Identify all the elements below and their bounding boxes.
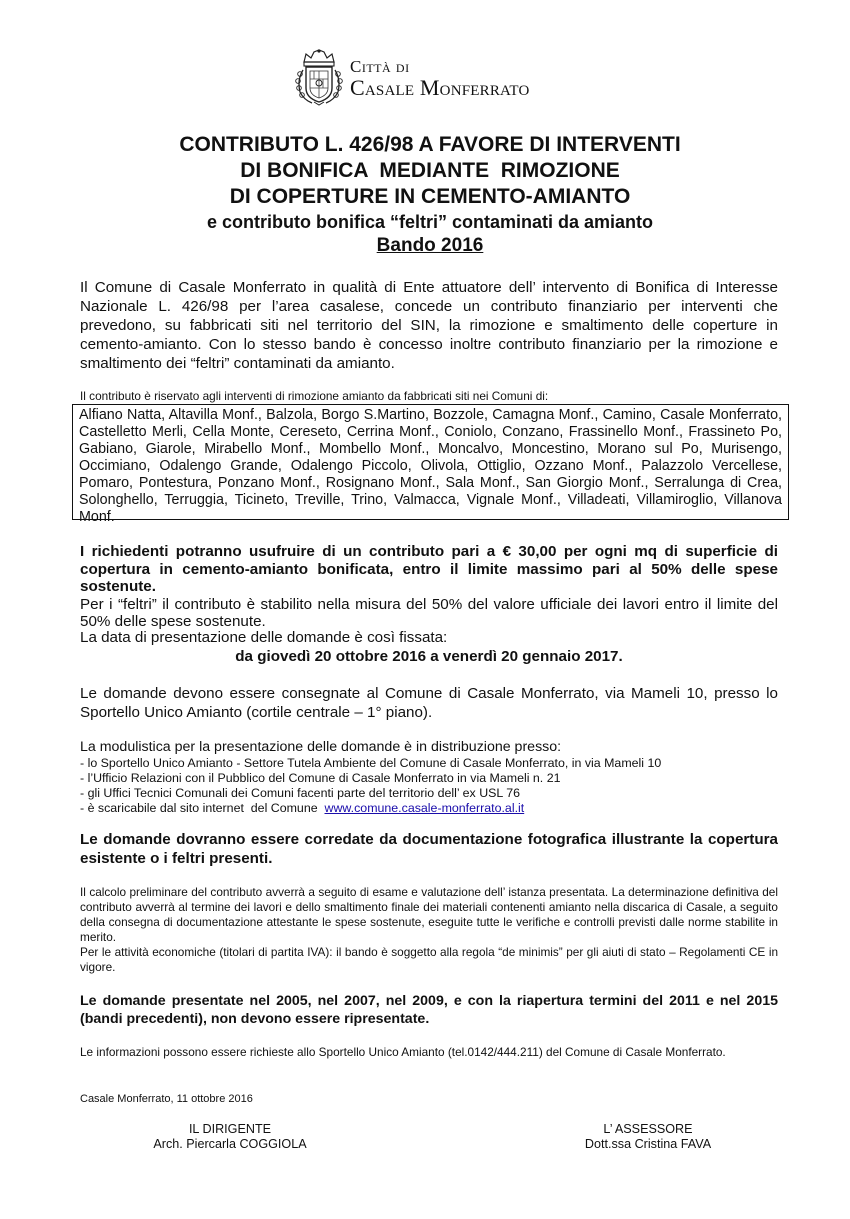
assessore-role: L’ ASSESSORE [603,1122,693,1136]
de-minimis-paragraph: Per le attività economiche (titolari di partita IVA): il bando è soggetto alla regola “de minimis” per gli aiuti di stato – Regolamenti CE in vigore. [80,945,778,974]
website-link[interactable]: www.comune.casale-monferrato.al.it [324,800,525,815]
date-section [80,628,778,666]
city-logo [292,48,582,106]
title-line-3: DI COPERTURE IN CEMENTO-AMIANTO [229,185,631,208]
modulistica-item: - l’Ufficio Relazioni con il Pubblico del Comune di Casale Monferrato in via Mameli n. 21 [80,770,561,785]
precedenti-paragraph: Le domande presentate nel 2005, nel 2007, nel 2009, e con la riapertura termini del 2011 e nel 2015 (bandi precedenti), non devono essere ripresentate. [80,993,778,1027]
logo-line-1: Città di [350,57,410,76]
date-label: La data di presentazione delle domande è così fissata: [80,629,448,646]
dirigente-role: IL DIRIGENTE [188,1122,272,1136]
logo-line-2: Casale Monferrato [350,75,530,100]
signature-dirigente [120,1122,340,1152]
city-name [350,58,530,99]
consegna-paragraph: Le domande devono essere consegnate al Comune di Casale Monferrato, via Mameli 10, presso lo Sportello Unico Amianto (cortile centrale – 1° piano). [80,685,778,721]
modulistica-item: - gli Uffici Tecnici Comunali dei Comuni facenti parte del territorio dell’ ex USL 76 [80,785,521,800]
municipal-crest-icon [292,48,346,106]
assessore-name: Dott.ssa Cristina FAVA [584,1137,712,1151]
title-line-1: CONTRIBUTO L. 426/98 A FAVORE DI INTERVENTI [179,133,681,156]
title-line-2: DI BONIFICA MEDIANTE RIMOZIONE [240,159,620,182]
bando-year: Bando 2016 [376,235,484,256]
web-prefix: - è scaricabile dal sito internet del Comune [80,800,325,815]
signature-assessore [548,1122,748,1152]
intro-paragraph: Il Comune di Casale Monferrato in qualità di Ente attuatore dell’ intervento di Bonifica di Interesse Nazionale L. 426/98 per l’area casalese, concede un contributo finanziario per interventi che prevedono, su fabbricati siti nel territorio del SIN, la rimozione e smaltimento delle coperture in cemento-amianto. Con lo stesso bando è concesso inoltre contributo finanziario per la rimozione e smaltimento dei “feltri” contaminati da amianto. [80,279,778,372]
date-range: da giovedì 20 ottobre 2016 a venerdì 20 gennaio 2017. [235,648,623,665]
contributo-section [80,543,778,631]
comuni-list-box: Alfiano Natta, Altavilla Monf., Balzola, Borgo S.Martino, Bozzole, Camagna Monf., Camino, Casale Monferrato, Castelletto Merli, Cella Monte, Cereseto, Cerrina Monf., Coniolo, Conzano, Frassinello Monf., Frassineto Po, Gabiano, Giarole, Mirabello Monf., Mombello Monf., Moncalvo, Moncestino, Morano sul Po, Murisengo, Occimiano, Odalengo Grande, Odalengo Piccolo, Olivola, Ottiglio, Ozzano Monf., Palazzolo Vercellese, Pomaro, Pontestura, Ponzano Monf., Rosignano Monf., Sala Monf., San Giorgio Monf., Serralunga di Crea, Solonghello, Terruggia, Ticineto, Treville, Trino, Valmacca, Vignale Monf., Villadeati, Villamiroglio, Villanova Monf. [72,404,789,520]
comuni-label: Il contributo è riservato agli interventi di rimozione amianto da fabbricati siti nei Comuni di: [80,389,549,403]
calcolo-section [80,885,778,975]
title-subtitle: e contributo bonifica “feltri” contaminati da amianto [206,212,654,232]
modulistica-item-web [80,801,778,816]
contributo-amount: I richiedenti potranno usufruire di un contributo pari a € 30,00 per ogni mq di superficie di copertura in cemento-amianto bonificata, entro il limite massimo pari al 50% delle spese sostenute. [80,543,778,595]
contributo-feltri: Per i “feltri” il contributo è stabilito nella misura del 50% del valore ufficiale dei lavori entro il limite del 50% delle spese sostenute. [80,595,778,630]
documentazione-paragraph: Le domande dovranno essere corredate da documentazione fotografica illustrante la copertura esistente o i feltri presenti. [80,831,778,867]
modulistica-section [80,740,778,816]
informazioni-paragraph: Le informazioni possono essere richieste allo Sportello Unico Amianto (tel.0142/444.211) del Comune di Casale Monferrato. [80,1045,726,1059]
calcolo-paragraph: Il calcolo preliminare del contributo avverrà a seguito di esame e valutazione dell’ istanza presentata. La determinazione definitiva del contributo avverrà al termine dei lavori e dello smaltimento finale dei materiali contenenti amianto nella discarica di Casale, a seguito della consegna di documentazione attestante le spese sostenute, eseguite tutte le verifiche e controlli previsti dalle norme stabilite in merito. [80,885,778,944]
modulistica-list [80,756,778,816]
modulistica-label: La modulistica per la presentazione delle domande è in distribuzione presso: [80,739,562,755]
dirigente-name: Arch. Piercarla COGGIOLA [153,1137,307,1151]
document-title [100,132,760,257]
place-date: Casale Monferrato, 11 ottobre 2016 [80,1093,253,1105]
modulistica-item: - lo Sportello Unico Amianto - Settore Tutela Ambiente del Comune di Casale Monferrato, in via Mameli 10 [80,755,662,770]
